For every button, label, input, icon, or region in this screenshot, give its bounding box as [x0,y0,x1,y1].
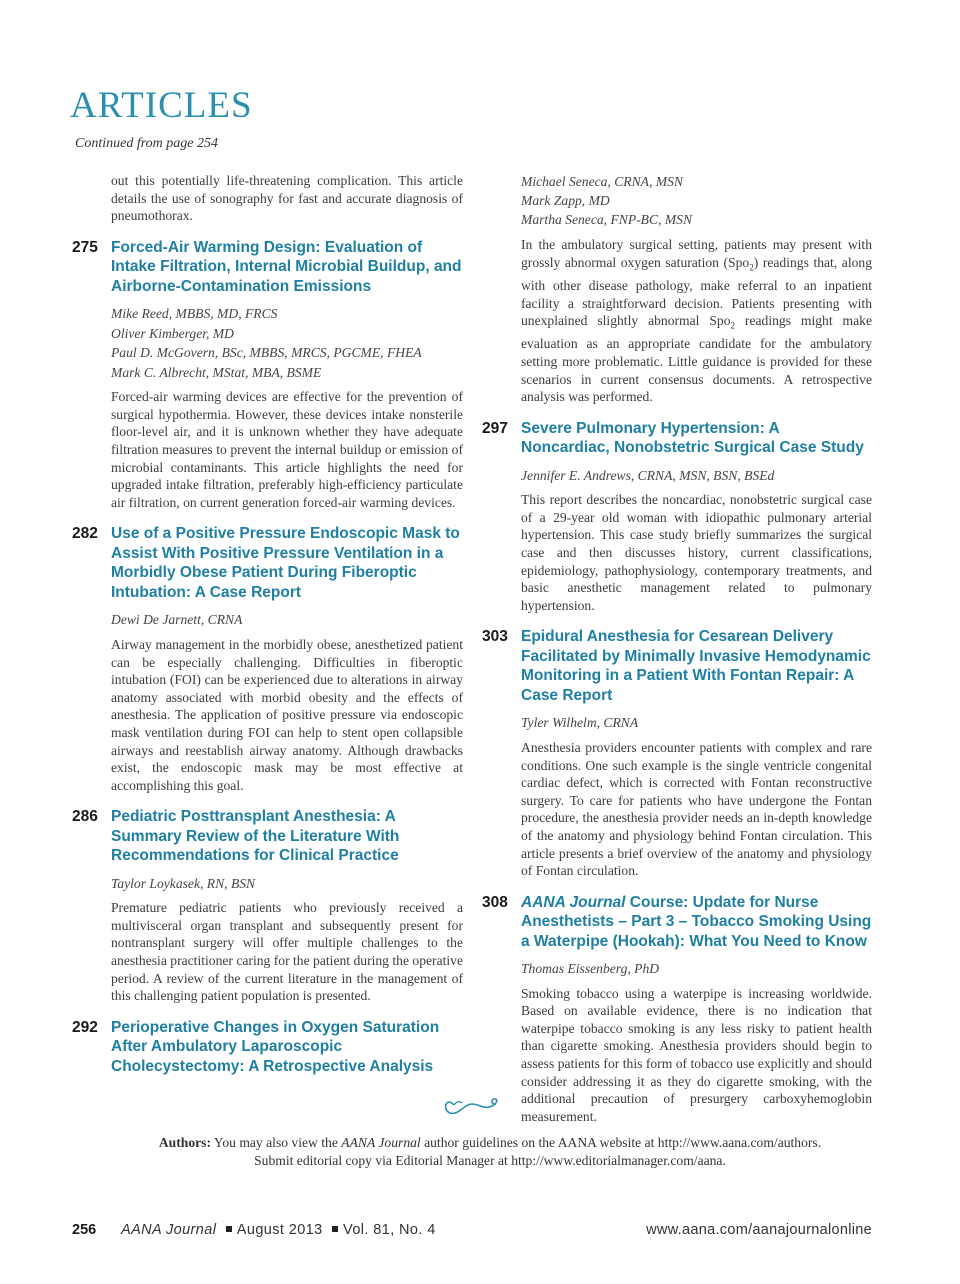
author: Jennifer E. Andrews, CRNA, MSN, BSN, BSEd [521,467,775,483]
article-abstract: This report describes the noncardiac, nonobstetric surgical case of a 29-year old woman with idiopathic pulmonary arterial hypertension. This case study briefly summarizes the surgical case and then discusses history, current classifications, epidemiology, pathophysiology, contemporary treatments, and basic anesthetic management related to pulmonary hypertension. [521,492,872,613]
footer-url[interactable]: www.aana.com/aanajournalonline [646,1222,872,1238]
article-abstract: Smoking tobacco using a waterpipe is increasing worldwide. Based on available evidence, there is no indication that waterpipe tobacco smoking is any less risky to patient health than cigarette smoking. Anesthesia providers should begin to assess patients for this form of tobacco use explicitly and should consider addressing it as they do cigarette smoking, with the additional precaution of presurgery carboxyhemoglobin measurement. [521,985,872,1124]
right-column [480,172,872,1125]
article-title[interactable]: Use of a Positive Pressure Endoscopic Mask to Assist With Positive Pressure Ventilation in a Morbidly Obese Patient During Fiberoptic Intubation: A Case Report [111,525,460,601]
toc-entry [480,627,872,879]
author: Dewi De Jarnett, CRNA [111,612,243,628]
footer-page-number: 256 [72,1222,97,1238]
flourish-ornament-icon [440,1092,504,1118]
toc-entry [480,893,872,1126]
left-column [70,172,463,1076]
article-authors [111,610,463,630]
toc-entry [70,238,463,512]
toc-entry [70,1018,463,1077]
article-abstract: In the ambulatory surgical setting, patients may present with grossly abnormal oxygen saturation (Spo$_2$) readings that, along with other disease pathology, make referral to an inpatient facility a straightforward decision. Patients presenting with unexplained slightly abnormal Spo$_2$ readings might make evaluation as an appropriate candidate for the ambulatory setting more problematic. Little guidance is provided for these scenarios in current consensus documents. A retrospective analysis was performed. [521,237,872,405]
author: Oliver Kimberger, MD [111,325,234,341]
author: Mike Reed, MBBS, MD, FRCS [111,306,278,322]
author: Martha Seneca, FNP-BC, MSN [521,212,693,227]
page-number: 282 [72,525,98,543]
article-authors [521,172,872,229]
page-number: 286 [72,808,98,826]
article-title[interactable]: Epidural Anesthesia for Cesarean Delivery Facilitated by Minimally Invasive Hemodynamic Monitoring in a Patient With Fontan Repair: A Case Report [521,628,871,704]
author: Mark C. Albrecht, MStat, MBA, BSME [111,364,322,380]
page-number: 303 [482,628,508,646]
author: Thomas Eissenberg, PhD [521,961,660,977]
article-abstract: Anesthesia providers encounter patients with complex and rare conditions. One such example is the single ventricle congenital cardiac defect, which is corrected with Fontan reconstructive surgery. To care for patients who have undergone the Fontan procedure, the anesthesia provider needs an in-depth knowledge of the anatomy and physiology behind Fontan circulation. This article presents a brief overview of the anatomy and physiology of Fontan circulation. [521,739,872,879]
article-title[interactable]: AANA Journal Course: Update for Nurse Anesthetists – Part 3 – Tobacco Smoking Using a Waterpipe (Hookah): What You Need to Know [521,893,872,950]
article-title[interactable]: Severe Pulmonary Hypertension: A Noncardiac, Nonobstetric Surgical Case Study [521,419,864,457]
footer-journal-info: AANA Journal August 2013 Vol. 81, No. 4 [121,1222,436,1238]
continued-note: Continued from page 254 [75,136,218,151]
author: Taylor Loykasek, RN, BSN [111,875,256,891]
article-authors [521,713,872,733]
section-title: ARTICLES [70,85,253,126]
author: Mark Zapp, MD [521,193,610,208]
page-number: 275 [72,238,98,256]
continued-text: out this potentially life-threatening complication. This article details the use of sonography for fast and accurate diagnosis of pneumothorax. [111,173,463,224]
article-abstract: Airway management in the morbidly obese, anesthetized patient can be especially challenging. Difficulties in fiberoptic intubation (FOI) can be experienced due to alterations in airway anatomy associated with morbid obesity and the effects of anesthesia. The application of positive pressure via endoscopic mask ventilation during FOI can help to stent open collapsible airways and reestablish airway anatomy. Although drawbacks exist, the endoscopic mask may be most effective at accomplishing this goal. [111,636,463,793]
article-abstract: Premature pediatric patients who previously received a multivisceral organ transplant and subsequently present for nontransplant surgery will offer multiple challenges to the anesthesia practitioner caring for the patient during the operative period. A review of the current literature in the management of this challenging patient population is presented. [111,900,463,1004]
page-number: 297 [482,419,508,437]
page-number: 308 [482,893,508,911]
toc-entry [70,807,463,1005]
author: Paul D. McGovern, BSc, MBBS, MRCS, PGCME, FHEA [111,345,422,361]
article-authors [111,874,463,894]
article-authors [111,304,463,382]
article-authors [521,466,872,486]
author: Tyler Wilhelm, CRNA [521,715,639,731]
author: Michael Seneca, CRNA, MSN [521,174,683,189]
article-abstract: Forced-air warming devices are effective for the prevention of surgical hypothermia. However, these devices intake nonsterile floor-level air, and it is unknown whether they have adequate filtration measures to prevent the internal buildup or emission of microbial contaminants. This article highlights the need for upgraded intake filtration, preferably high-efficiency particulate air filtration, on current generation forced-air warming devices. [111,389,463,510]
article-authors [521,959,872,979]
page-footer [70,1222,872,1242]
article-title[interactable]: Perioperative Changes in Oxygen Saturation After Ambulatory Laparoscopic Cholecystectomy: A Retrospective Analysis [111,1018,440,1075]
toc-entry [70,524,463,794]
article-title[interactable]: Pediatric Posttransplant Anesthesia: A Summary Review of the Literature With Recommendations for Clinical Practice [111,808,400,865]
article-title[interactable]: Forced-Air Warming Design: Evaluation of Intake Filtration, Internal Microbial Buildup, and Airborne-Contamination Emissions [111,238,462,295]
page-number: 292 [72,1018,98,1036]
author-guidelines-note: Authors: You may also view the AANA Journal author guidelines on the AANA website at http://www.aana.com/authors. Submit editorial copy via Editorial Manager at http://www.editorialmanager.com/aana. [158,1135,822,1168]
toc-entry [480,419,872,615]
